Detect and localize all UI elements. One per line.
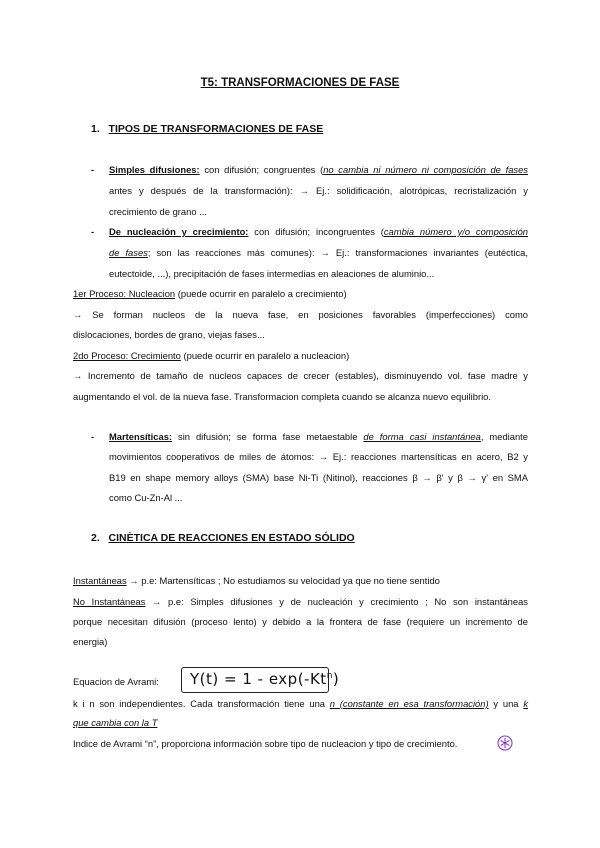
simples-line-1 <box>109 164 528 176</box>
section-2-heading <box>91 532 355 544</box>
instantaneas-line <box>73 575 440 587</box>
simples-label: Simples difusiones: <box>109 164 200 175</box>
indice-line: Indice de Avrami “n”, proporciona información sobre tipo de nucleacion y tipo de crecimiento. <box>73 738 458 749</box>
section-1-number: 1. <box>91 123 100 135</box>
martensiticas-line-3: B19 en shape memory alloys (SMA) base Ni-Ti (Nitinol), reacciones β → β' y β → γ' en SMA <box>109 472 528 483</box>
simples-text-1a: con difusión; congruentes ( <box>204 164 324 175</box>
proceso-2-line-2: augmentando el vol. de la nueva fase. Transformacion completa cuando se alcanza nuevo equilibrio. <box>73 391 491 402</box>
proceso-2-line-1: → Incremento de tamaño de nucleos capaces de crecer (estables), disminuyendo vol. fase madre y <box>73 370 528 381</box>
instantaneas-label: Instantáneas <box>73 575 127 586</box>
martensiticas-text-1a: sin difusión; se forma fase metaestable <box>172 431 364 442</box>
instantaneas-rest: → p.e: Martensíticas ; No estudiamos su velocidad ya que no tiene sentido <box>126 575 440 586</box>
no-instantaneas-label: No Instantáneas <box>73 596 146 607</box>
martensiticas-text-1c: , mediante <box>480 431 529 442</box>
nucleacion-text-2b: ; son las reacciones más comunes): → Ej.: transformaciones invariantes (eutéctica, <box>147 247 528 258</box>
avrami-label: Equacion de Avrami: <box>73 676 159 687</box>
section-1-heading <box>91 123 323 135</box>
avrami-formula-box <box>181 667 340 693</box>
simples-line-2: antes y después de la transformación): → Ej.: solidificación, alotrópicas, recristalización y <box>109 185 528 196</box>
kn-text-a: k i n son independientes. Cada transformación tiene una <box>73 698 330 709</box>
kn-line-1 <box>73 698 528 710</box>
martensiticas-text-1b: de forma casi instantánea <box>363 431 481 442</box>
nucleacion-text-1a: con difusión; incongruentes ( <box>254 226 384 237</box>
asterisk-sticker-icon <box>497 735 513 751</box>
proceso-1-rest: (puede ocurrir en paralelo a crecimiento) <box>175 288 347 299</box>
nucleacion-label: De nucleación y crecimiento: <box>109 226 249 237</box>
kn-text-b: n (constante en esa transformación) <box>329 698 489 709</box>
nucleacion-text-2a: de fases <box>109 247 148 258</box>
avrami-formula-main: Y(t) = 1 - exp(-Kt <box>190 670 327 688</box>
martensiticas-line-1 <box>109 431 528 443</box>
proceso-1-line-0 <box>73 288 347 300</box>
simples-line-3: crecimiento de grano ... <box>109 206 207 217</box>
simples-text-1b: no cambia ni número ni composición de fases <box>323 164 528 175</box>
martensiticas-line-2: movimientos cooperativos de miles de átomos: → Ej.: reacciones martensíticas en acero, B2 y <box>109 451 528 462</box>
proceso-1-line-2: dislocaciones, bordes de grano, viejas fases... <box>73 329 265 340</box>
nucleacion-text-1b: cambia número y/o composición <box>383 226 528 237</box>
proceso-2-label: 2do Proceso: Crecimiento <box>73 350 181 361</box>
kn-line-2: que cambia con la T <box>73 717 158 728</box>
proceso-1-label: 1er Proceso: Nucleacion <box>73 288 176 299</box>
kn-text-c: y una <box>488 698 524 709</box>
bullet-dash: - <box>91 226 95 237</box>
section-1-title: TIPOS DE TRANSFORMACIONES DE FASE <box>108 123 324 135</box>
proceso-1-line-1: → Se forman nucleos de la nueva fase, en posiciones favorables (imperfecciones) como <box>73 309 528 320</box>
kn-text-d: k <box>523 698 528 709</box>
nucleacion-line-3: eutectoide, ...), precipitación de fases intermedias en aleaciones de aluminio... <box>109 268 435 279</box>
bullet-dash: - <box>91 431 95 442</box>
page-title: T5: TRANSFORMACIONES DE FASE <box>200 77 400 89</box>
nucleacion-line-2 <box>109 247 528 259</box>
bullet-dash: - <box>91 164 95 175</box>
section-2-number: 2. <box>91 532 100 544</box>
avrami-formula <box>190 670 339 688</box>
nucleacion-line-1 <box>109 226 528 238</box>
proceso-2-rest: (puede ocurrir en paralelo a nucleacion) <box>180 350 350 361</box>
martensiticas-line-4: como Cu-Zn-Al ... <box>109 492 183 503</box>
avrami-formula-exponent: n <box>326 671 333 681</box>
no-instantaneas-text-1: → p.e: Simples difusiones y de nucleación y crecimiento ; No son instantáneas <box>145 596 528 607</box>
no-instantaneas-line-2: porque necesitan difusión (proceso lento) y debido a la frontera de fase (requiere un incremento de <box>73 616 528 627</box>
proceso-2-line-0 <box>73 350 349 362</box>
martensiticas-label: Martensíticas: <box>109 431 173 442</box>
no-instantaneas-line-3: energia) <box>73 636 108 647</box>
avrami-formula-close: ) <box>332 670 340 688</box>
no-instantaneas-line-1 <box>73 596 528 608</box>
section-2-title: CINÈTICA DE REACCIONES EN ESTADO SÓLIDO <box>108 532 355 544</box>
